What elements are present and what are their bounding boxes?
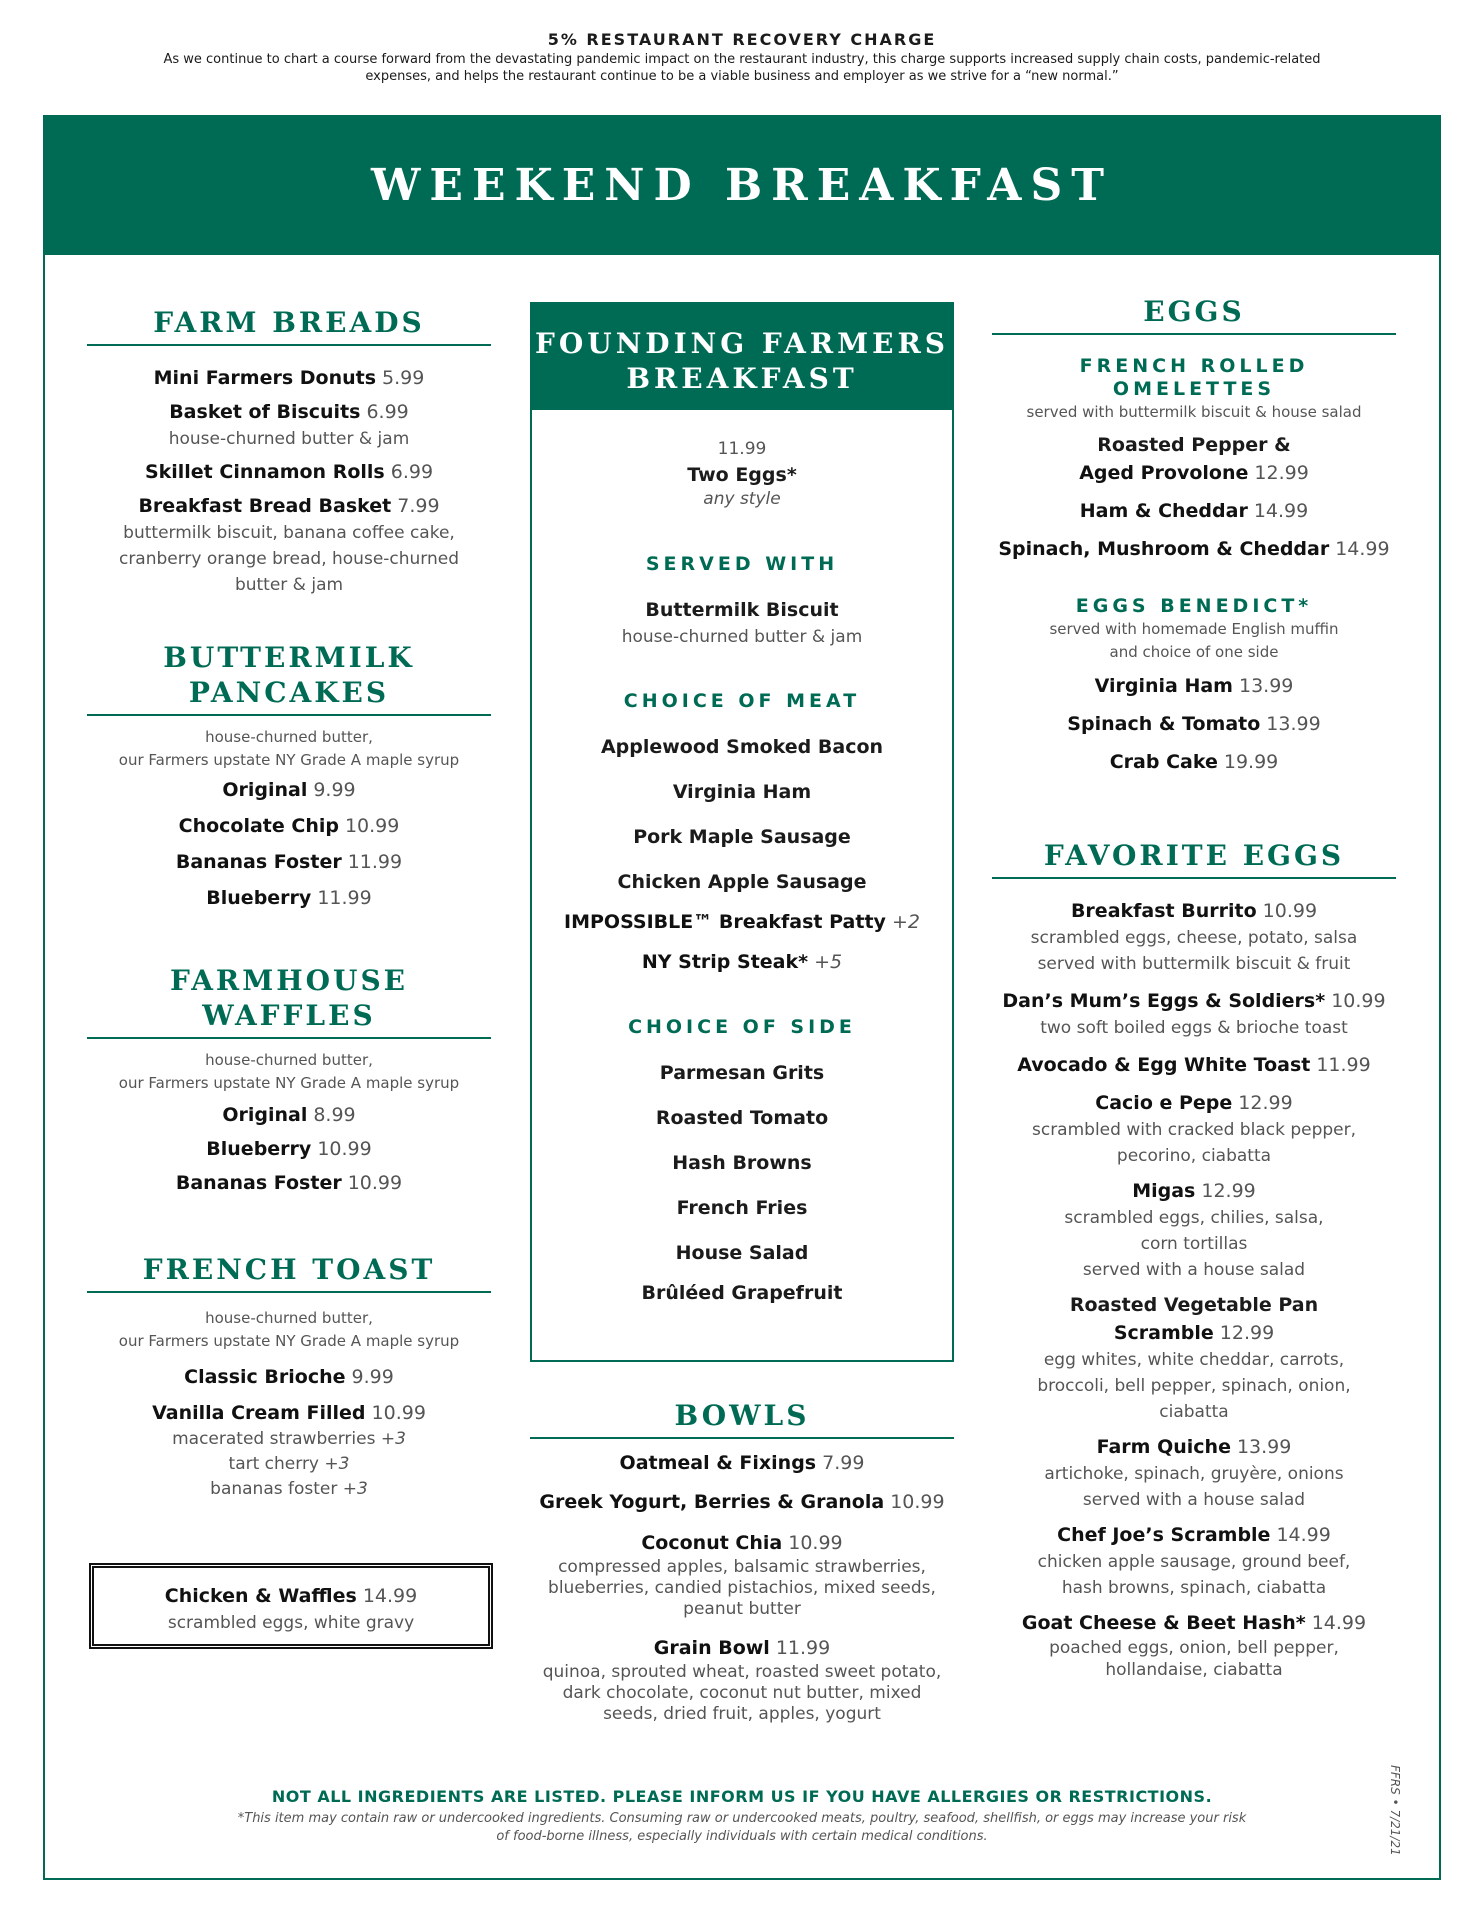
menu-item: Chocolate Chip 10.99 xyxy=(178,815,400,837)
item-desc: scrambled eggs, white gravy xyxy=(167,1613,415,1633)
section-desc: our Farmers upstate NY Grade A maple syrup xyxy=(118,1332,460,1350)
menu-item: Crab Cake 19.99 xyxy=(1109,751,1279,773)
menu-item: Chef Joe’s Scramble 14.99 xyxy=(1057,1524,1331,1546)
item-desc: any style xyxy=(703,489,781,509)
menu-code: FFRS • 7/21/21 xyxy=(1388,1765,1402,1856)
menu-item: Bananas Foster 10.99 xyxy=(175,1172,403,1194)
menu-item: Applewood Smoked Bacon xyxy=(600,736,884,758)
item-desc: two soft boiled eggs & brioche toast xyxy=(1040,1018,1348,1038)
section-desc: served with homemade English muffin xyxy=(1049,620,1339,638)
item-desc: ciabatta xyxy=(1159,1402,1229,1422)
disclaimer: of food-borne illness, especially individuals with certain medical conditions. xyxy=(496,1829,988,1844)
item-desc: hollandaise, ciabatta xyxy=(1105,1660,1283,1680)
menu-item: Pork Maple Sausage xyxy=(633,826,851,848)
subheading: EGGS BENEDICT* xyxy=(1075,595,1313,617)
item-desc: corn tortillas xyxy=(1140,1234,1248,1254)
subheading: CHOICE OF MEAT xyxy=(623,690,861,712)
divider xyxy=(992,877,1396,879)
item-desc: pecorino, ciabatta xyxy=(1116,1146,1272,1166)
menu-item: Chicken & Waffles 14.99 xyxy=(164,1585,418,1607)
menu-item: Spinach, Mushroom & Cheddar 14.99 xyxy=(998,538,1390,560)
item-desc: house-churned butter & jam xyxy=(621,627,863,647)
menu-item: Original 9.99 xyxy=(222,779,356,801)
section-desc: our Farmers upstate NY Grade A maple syrup xyxy=(118,751,460,769)
menu-item: Brûléed Grapefruit xyxy=(641,1282,843,1304)
notice-title: 5% RESTAURANT RECOVERY CHARGE xyxy=(547,30,937,49)
menu-item: Scramble 12.99 xyxy=(1113,1322,1275,1344)
farm-breads-section xyxy=(87,305,491,598)
menu-item: Virginia Ham 13.99 xyxy=(1094,675,1294,697)
menu-item: Dan’s Mum’s Eggs & Soldiers* 10.99 xyxy=(1002,990,1386,1012)
title-banner xyxy=(43,115,1441,255)
box-price: 11.99 xyxy=(717,439,767,459)
menu-item: Blueberry 11.99 xyxy=(206,887,372,909)
menu-item: Bananas Foster 11.99 xyxy=(175,851,403,873)
menu-item: House Salad xyxy=(675,1242,809,1264)
menu-title: WEEKEND BREAKFAST xyxy=(371,159,1113,211)
menu-item: Vanilla Cream Filled 10.99 xyxy=(152,1402,426,1424)
menu-item: Cacio e Pepe 12.99 xyxy=(1095,1092,1293,1114)
item-desc: served with a house salad xyxy=(1082,1260,1306,1280)
menu-item: Roasted Pepper & xyxy=(1097,434,1291,456)
allergy-notice: NOT ALL INGREDIENTS ARE LISTED. PLEASE INFORM US IF YOU HAVE ALLERGIES OR RESTRICTIONS. xyxy=(271,1787,1213,1806)
menu-item: Grain Bowl 11.99 xyxy=(653,1637,831,1659)
menu-item: NY Strip Steak* +5 xyxy=(641,951,843,973)
menu-item: Classic Brioche 9.99 xyxy=(184,1366,394,1388)
section-heading: BOWLS xyxy=(674,1399,810,1432)
menu-item: Original 8.99 xyxy=(222,1104,356,1126)
section-desc: our Farmers upstate NY Grade A maple syrup xyxy=(118,1074,460,1092)
menu-item: Migas 12.99 xyxy=(1132,1180,1256,1202)
disclaimer: *This item may contain raw or undercooked ingredients. Consuming raw or undercooked meats, poultry, seafood, shellfish, or eggs may increase your risk xyxy=(237,1811,1247,1826)
eggs-section xyxy=(992,294,1396,776)
item-desc: compressed apples, balsamic strawberries, blueberries, candied pistachios, mixed seeds, peanut butter xyxy=(548,1557,936,1619)
subheading: SERVED WITH xyxy=(645,553,839,575)
section-desc: house-churned butter, xyxy=(205,728,373,746)
item-desc: scrambled with cracked black pepper, xyxy=(1031,1120,1356,1140)
pancakes-section xyxy=(87,640,491,912)
menu-item: IMPOSSIBLE™ Breakfast Patty +2 xyxy=(564,911,920,933)
recovery-charge-notice xyxy=(0,30,1484,85)
section-heading: FRENCH TOAST xyxy=(142,1253,436,1286)
item-desc: scrambled eggs, cheese, potato, salsa xyxy=(1030,928,1358,948)
founding-farmers-box xyxy=(530,302,954,1362)
menu-item: Avocado & Egg White Toast 11.99 xyxy=(1017,1054,1371,1076)
menu-item: Coconut Chia 10.99 xyxy=(641,1532,843,1554)
menu-item: Aged Provolone 12.99 xyxy=(1079,462,1309,484)
item-desc: broccoli, bell pepper, spinach, onion, xyxy=(1037,1376,1351,1396)
menu-item: Virginia Ham xyxy=(672,781,812,803)
menu-item: Roasted Vegetable Pan xyxy=(1069,1294,1319,1316)
section-heading: FAVORITE EGGS xyxy=(1043,839,1345,872)
item-desc: poached eggs, onion, bell pepper, xyxy=(1049,1638,1339,1658)
menu-item: Two Eggs* xyxy=(687,464,797,486)
item-desc: quinoa, sprouted wheat, roasted sweet potato, dark chocolate, coconut nut butter, mixed seeds, dried fruit, apples, yogurt xyxy=(542,1662,942,1724)
menu-item: Mini Farmers Donuts 5.99 xyxy=(153,367,425,389)
item-desc: scrambled eggs, chilies, salsa, xyxy=(1064,1208,1324,1228)
item-desc: chicken apple sausage, ground beef, xyxy=(1037,1552,1351,1572)
french-toast-section xyxy=(87,1252,491,1502)
section-desc: served with buttermilk biscuit & house salad xyxy=(1026,403,1362,421)
menu-item: Hash Browns xyxy=(672,1152,812,1174)
subheading: CHOICE OF SIDE xyxy=(628,1016,856,1038)
divider xyxy=(530,1437,954,1439)
menu-item: Skillet Cinnamon Rolls 6.99 xyxy=(144,461,434,483)
item-desc: egg whites, white cheddar, carrots, xyxy=(1043,1350,1345,1370)
menu-item: Basket of Biscuits 6.99 xyxy=(169,401,409,423)
item-desc: served with a house salad xyxy=(1082,1490,1306,1510)
menu-item: Roasted Tomato xyxy=(655,1107,829,1129)
bowls-section xyxy=(530,1398,954,1725)
favorite-eggs-section xyxy=(992,838,1396,1681)
section-heading: BUTTERMILK PANCAKES xyxy=(163,641,415,709)
item-desc: artichoke, spinach, gruyère, onions xyxy=(1044,1464,1344,1484)
section-heading: FARMHOUSE WAFFLES xyxy=(169,964,409,1032)
divider xyxy=(992,333,1396,335)
menu-item: Greek Yogurt, Berries & Granola 10.99 xyxy=(539,1491,945,1513)
menu-item: Oatmeal & Fixings 7.99 xyxy=(619,1452,865,1474)
footer xyxy=(0,1787,1484,1846)
menu-item: French Fries xyxy=(676,1197,808,1219)
menu-item: Goat Cheese & Beet Hash* 14.99 xyxy=(1021,1612,1367,1634)
menu-item: Buttermilk Biscuit xyxy=(645,599,839,621)
section-heading: EGGS xyxy=(1143,295,1245,328)
menu-item: Parmesan Grits xyxy=(659,1062,825,1084)
item-desc: hash browns, spinach, ciabatta xyxy=(1061,1578,1327,1598)
box-heading: FOUNDING FARMERS BREAKFAST xyxy=(532,304,952,410)
addon: macerated strawberries +3 xyxy=(172,1429,406,1449)
menu-item: Ham & Cheddar 14.99 xyxy=(1079,500,1309,522)
notice-body: As we continue to chart a course forward from the devastating pandemic impact on the restaurant industry, this charge supports increased supply chain costs, pandemic-related expenses, and helps the restaurant continue to be a viable business and employer as we strive for a “new normal.” xyxy=(163,52,1321,84)
addon: bananas foster +3 xyxy=(210,1479,368,1499)
item-desc: house-churned butter & jam xyxy=(168,429,410,449)
section-heading: FARM BREADS xyxy=(153,306,425,339)
menu-item: Breakfast Bread Basket 7.99 xyxy=(138,495,440,517)
menu-item: Blueberry 10.99 xyxy=(206,1138,372,1160)
section-desc: house-churned butter, xyxy=(205,1051,373,1069)
menu-item: Chicken Apple Sausage xyxy=(617,871,867,893)
menu-item: Spinach & Tomato 13.99 xyxy=(1067,713,1321,735)
item-desc: served with buttermilk biscuit & fruit xyxy=(1037,954,1351,974)
waffles-section xyxy=(87,963,491,1197)
subheading: FRENCH ROLLED OMELETTES xyxy=(1079,355,1309,400)
chicken-waffles-box xyxy=(89,1563,493,1649)
section-desc: house-churned butter, xyxy=(205,1309,373,1327)
item-desc: buttermilk biscuit, banana coffee cake, cranberry orange bread, house-churned butter & jam xyxy=(118,523,460,595)
section-desc: and choice of one side xyxy=(1109,643,1279,661)
addon: tart cherry +3 xyxy=(228,1454,350,1474)
menu-item: Farm Quiche 13.99 xyxy=(1096,1436,1292,1458)
menu-item: Breakfast Burrito 10.99 xyxy=(1070,900,1318,922)
